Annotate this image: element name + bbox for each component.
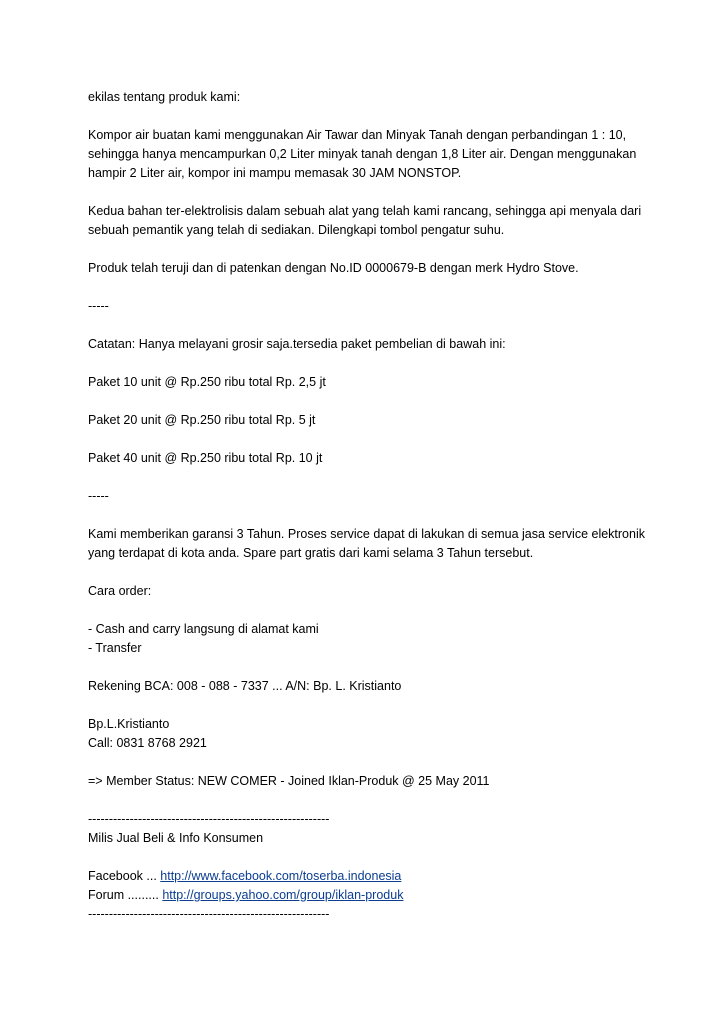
separator-short-1-text: ----- xyxy=(88,299,109,313)
facebook-label: Facebook ... xyxy=(88,869,161,883)
contact-name: Bp.L.Kristianto xyxy=(88,717,170,731)
facebook-link[interactable]: http://www.facebook.com/toserba.indonesia xyxy=(160,869,402,883)
separator-short-2 xyxy=(88,487,688,506)
patent-paragraph xyxy=(88,259,688,278)
bank-account-line: Rekening BCA: 008 - 088 - 7337 ... A/N: Bp. L. Kristianto xyxy=(88,679,402,693)
package-1 xyxy=(88,373,688,392)
product-description-line-3: hampir 2 Liter air, kompor ini mampu memasak 30 JAM NONSTOP. xyxy=(88,166,462,180)
contact-paragraph xyxy=(88,715,688,753)
package-3 xyxy=(88,449,688,468)
separator-short-2-text: ----- xyxy=(88,489,109,503)
package-3-text: Paket 40 unit @ Rp.250 ribu total Rp. 10 jt xyxy=(88,451,323,465)
order-methods xyxy=(88,620,688,658)
footer-spacer xyxy=(88,848,688,867)
forum-link[interactable]: http://groups.yahoo.com/group/iklan-produk xyxy=(162,888,404,902)
warranty-line-1: Kami memberikan garansi 3 Tahun. Proses service dapat di lakukan di semua jasa service elektronik xyxy=(88,527,645,541)
intro-text: ekilas tentang produk kami: xyxy=(88,90,241,104)
warranty-line-2: yang terdapat di kota anda. Spare part gratis dari kami selama 3 Tahun tersebut. xyxy=(88,546,534,560)
order-title: Cara order: xyxy=(88,584,152,598)
forum-label: Forum ......... xyxy=(88,888,163,902)
member-status-line: => Member Status: NEW COMER - Joined Iklan-Produk @ 25 May 2011 xyxy=(88,774,490,788)
electrolysis-paragraph xyxy=(88,202,688,240)
electrolysis-line-2: sebuah pemantik yang telah di sediakan. Dilengkapi tombol pengatur suhu. xyxy=(88,223,505,237)
order-method-cash: - Cash and carry langsung di alamat kami xyxy=(88,622,319,636)
order-method-transfer: - Transfer xyxy=(88,641,142,655)
intro-line xyxy=(88,88,688,107)
bank-account-paragraph xyxy=(88,677,688,696)
separator-long-1: ---------------------------------------------------------- xyxy=(88,812,330,826)
footer-block xyxy=(88,810,688,924)
note-paragraph xyxy=(88,335,688,354)
product-description-line-1: Kompor air buatan kami menggunakan Air Tawar dan Minyak Tanah dengan perbandingan 1 : 10, xyxy=(88,128,627,142)
facebook-row xyxy=(88,867,688,886)
separator-long-2: ---------------------------------------------------------- xyxy=(88,907,330,921)
forum-row xyxy=(88,886,688,905)
patent-line: Produk telah teruji dan di patenkan dengan No.ID 0000679-B dengan merk Hydro Stove. xyxy=(88,261,579,275)
milis-title: Milis Jual Beli & Info Konsumen xyxy=(88,831,264,845)
product-description-paragraph xyxy=(88,126,688,183)
product-description-line-2: sehingga hanya mencampurkan 0,2 Liter minyak tanah dengan 1,8 Liter air. Dengan menggunakan xyxy=(88,147,637,161)
member-status-paragraph xyxy=(88,772,688,791)
separator-short-1 xyxy=(88,297,688,316)
package-1-text: Paket 10 unit @ Rp.250 ribu total Rp. 2,5 jt xyxy=(88,375,326,389)
contact-phone: Call: 0831 8768 2921 xyxy=(88,736,207,750)
package-2-text: Paket 20 unit @ Rp.250 ribu total Rp. 5 jt xyxy=(88,413,316,427)
electrolysis-line-1: Kedua bahan ter-elektrolisis dalam sebuah alat yang telah kami rancang, sehingga api menyala dari xyxy=(88,204,642,218)
warranty-paragraph xyxy=(88,525,688,563)
order-title-paragraph xyxy=(88,582,688,601)
package-2 xyxy=(88,411,688,430)
document-page xyxy=(88,88,688,924)
note-line: Catatan: Hanya melayani grosir saja.tersedia paket pembelian di bawah ini: xyxy=(88,337,506,351)
